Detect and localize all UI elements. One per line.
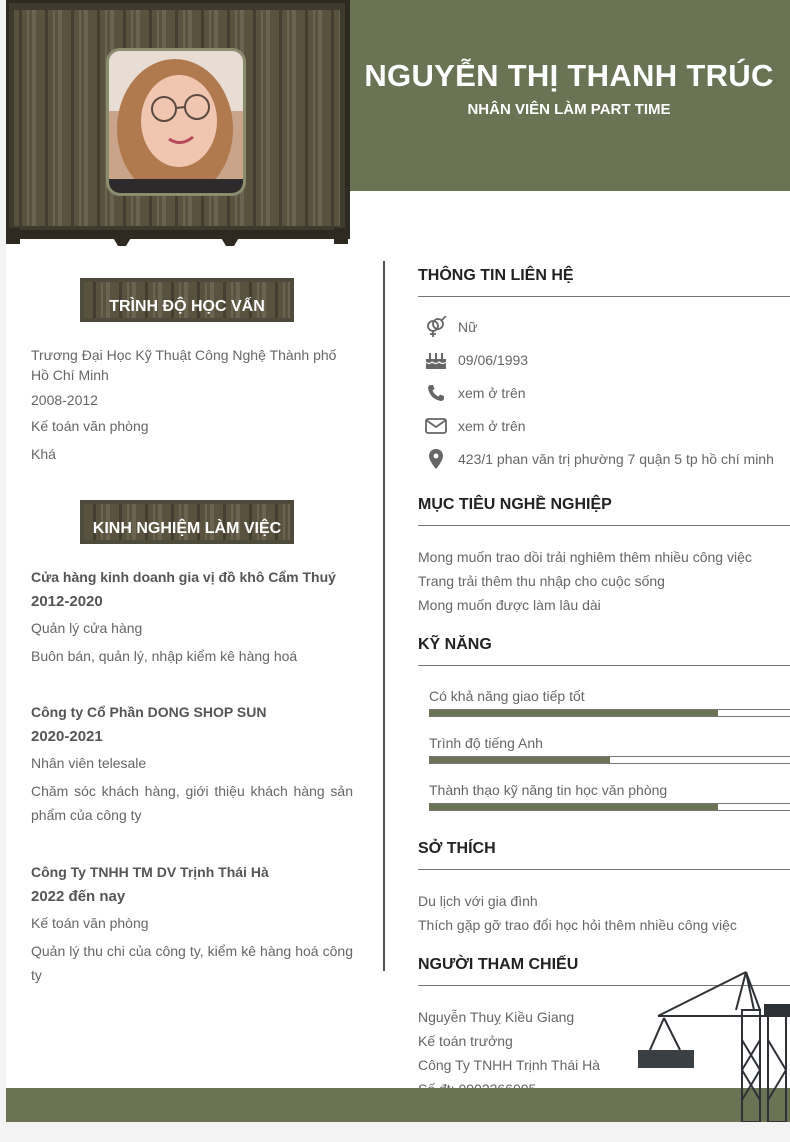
envelope-icon (422, 418, 450, 434)
job-company: Công ty Cổ Phần DONG SHOP SUN (31, 704, 267, 720)
gender-icon (422, 316, 450, 338)
job-description: Quản lý thu chi của công ty, kiểm kê hàng hoá công ty (31, 943, 353, 983)
skill-bar-fill (429, 757, 610, 763)
objective-line: Trang trải thêm thu nhập cho cuộc sống (418, 573, 665, 589)
resume-page (6, 0, 790, 1122)
job-position: Nhân viên telesale (31, 755, 147, 771)
education-major: Kế toán văn phòng (31, 418, 149, 434)
experience-heading-badge (80, 500, 294, 544)
objective-line: Mong muốn được làm lâu dài (418, 597, 601, 613)
contact-value: Nữ (458, 319, 478, 335)
header-band (348, 0, 790, 191)
reference-company: Công Ty TNHH Trịnh Thái Hà (418, 1057, 601, 1073)
references-heading: NGƯỜI THAM CHIẾU (418, 956, 790, 986)
job-company: Cửa hàng kinh doanh gia vị đồ khô Cẩm Thuý (31, 569, 336, 585)
contact-value: 423/1 phan văn trị phường 7 quận 5 tp hồ chí minh (458, 451, 774, 467)
candidate-job-title: NHÂN VIÊN LÀM PART TIME (467, 101, 671, 118)
contact-gender (422, 316, 477, 338)
education-school: Trương Đại Học Kỹ Thuật Công Nghệ Thành phố Hồ Chí Minh (31, 347, 337, 383)
job-position: Quản lý cửa hàng (31, 620, 143, 636)
skill-bar-fill (429, 804, 718, 810)
job-position: Kế toán văn phòng (31, 915, 149, 931)
education-heading-badge (80, 278, 294, 322)
skill-bar-fill (429, 710, 718, 716)
contact-phone[interactable] (422, 382, 526, 404)
contact-value: 09/06/1993 (458, 352, 529, 368)
reference-name: Nguyễn Thuỵ Kiều Giang (418, 1009, 575, 1025)
column-divider (383, 261, 385, 971)
contact-heading: THÔNG TIN LIÊN HỆ (418, 267, 790, 297)
job-years: 2012-2020 (31, 593, 103, 610)
skill-bar (429, 803, 790, 811)
map-pin-icon (422, 449, 450, 469)
job-years: 2020-2021 (31, 728, 103, 745)
profile-photo-portrait (109, 51, 243, 193)
education-heading: TRÌNH ĐỘ HỌC VẤN (109, 298, 265, 315)
reference-position: Kế toán trưởng (418, 1033, 513, 1049)
skills-heading: KỸ NĂNG (418, 636, 790, 666)
contact-address (422, 448, 774, 470)
job-description: Buôn bán, quản lý, nhập kiểm kê hàng hoá (31, 648, 298, 664)
contact-birthday (422, 349, 528, 371)
hobbies-heading: SỞ THÍCH (418, 840, 790, 870)
education-grade: Khá (31, 446, 56, 462)
skill-name: Trình độ tiếng Anh (429, 735, 543, 751)
job-description: Chăm sóc khách hàng, giới thiệu khách hàng sản phẩm của công ty (31, 783, 353, 823)
phone-icon (422, 384, 450, 402)
experience-heading: KINH NGHIỆM LÀM VIỆC (92, 520, 282, 537)
job-years: 2022 đến nay (31, 888, 126, 905)
profile-photo (106, 48, 246, 196)
job-company: Công Ty TNHH TM DV Trịnh Thái Hà (31, 864, 269, 880)
hobby-line: Du lịch với gia đình (418, 893, 538, 909)
education-years: 2008-2012 (31, 392, 98, 408)
contact-value: xem ở trên (458, 418, 526, 434)
skill-name: Thành thạo kỹ năng tin học văn phòng (429, 782, 668, 798)
skill-name: Có khả năng giao tiếp tốt (429, 688, 585, 704)
contact-email[interactable] (422, 415, 526, 437)
hobby-line: Thích gặp gỡ trao đổi học hỏi thêm nhiều công việc (418, 917, 737, 933)
contact-value: xem ở trên (458, 385, 526, 401)
skill-bar (429, 709, 790, 717)
candidate-name: NGUYỄN THỊ THANH TRÚC (364, 58, 774, 93)
crane-illustration (626, 970, 790, 1122)
skill-bar (429, 756, 790, 764)
objective-heading: MỤC TIÊU NGHỀ NGHIỆP (418, 496, 790, 526)
birthday-cake-icon (422, 350, 450, 370)
objective-line: Mong muốn trao dồi trải nghiêm thêm nhiều công việc (418, 549, 752, 565)
